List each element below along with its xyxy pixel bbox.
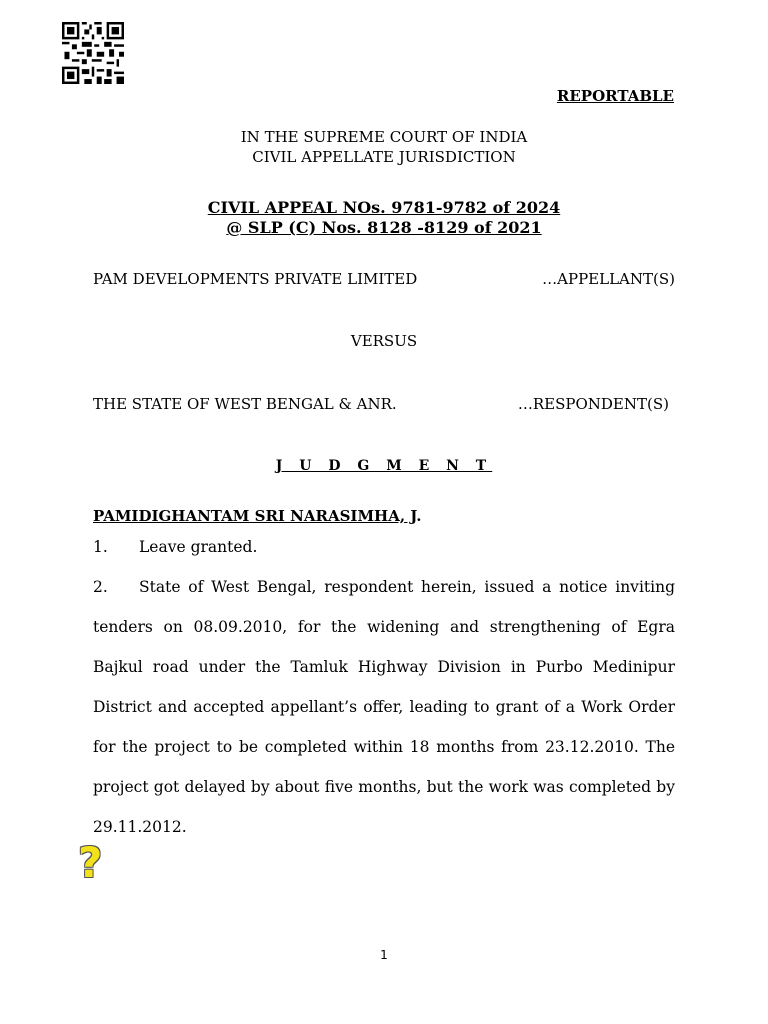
paragraph-2 xyxy=(93,567,675,847)
judge-suffix: . xyxy=(416,507,422,525)
respondent-row xyxy=(93,395,675,413)
judge-name: PAMIDIGHANTAM SRI NARASIMHA, J xyxy=(93,507,417,525)
judgment-body xyxy=(93,527,675,847)
paragraph-1 xyxy=(93,527,675,567)
judge-heading xyxy=(93,507,421,525)
respondent-name: THE STATE OF WEST BENGAL & ANR. xyxy=(93,395,397,413)
question-mark-icon[interactable]: ? xyxy=(78,838,103,887)
appellant-role: …APPELLANT(S) xyxy=(542,270,675,288)
appeal-number: CIVIL APPEAL NOs. 9781-9782 of 2024 xyxy=(207,198,561,217)
respondent-role: …RESPONDENT(S) xyxy=(517,395,669,413)
paragraph-text: State of West Bengal, respondent herein, issued a notice inviting tenders on 08.09.2010, for the widening and strengthening of Egra Bajkul road under the Tamluk Highway Division in Purbo Medinipur District and accepted appellant’s offer, leading to grant of a Work Order for the project to be completed within 18 months from 23.12.2010. The project got delayed by about five months, but the work was completed by 29.11.2012. xyxy=(93,578,675,836)
page-number: 1 xyxy=(380,948,388,962)
judgment-heading: J U D G M E N T xyxy=(275,458,493,474)
paragraph-text: Leave granted. xyxy=(139,538,258,556)
qr-code-icon xyxy=(62,22,124,84)
appellant-row xyxy=(93,270,675,288)
slp-number: @ SLP (C) Nos. 8128 -8129 of 2021 xyxy=(226,218,542,237)
versus-label: VERSUS xyxy=(350,332,418,350)
jurisdiction: CIVIL APPELLATE JURISDICTION xyxy=(252,148,516,166)
paragraph-number: 1. xyxy=(93,538,108,556)
paragraph-number: 2. xyxy=(93,578,108,596)
court-name: IN THE SUPREME COURT OF INDIA xyxy=(240,128,528,146)
reportable-label: REPORTABLE xyxy=(556,87,674,105)
appellant-name: PAM DEVELOPMENTS PRIVATE LIMITED xyxy=(93,270,418,288)
